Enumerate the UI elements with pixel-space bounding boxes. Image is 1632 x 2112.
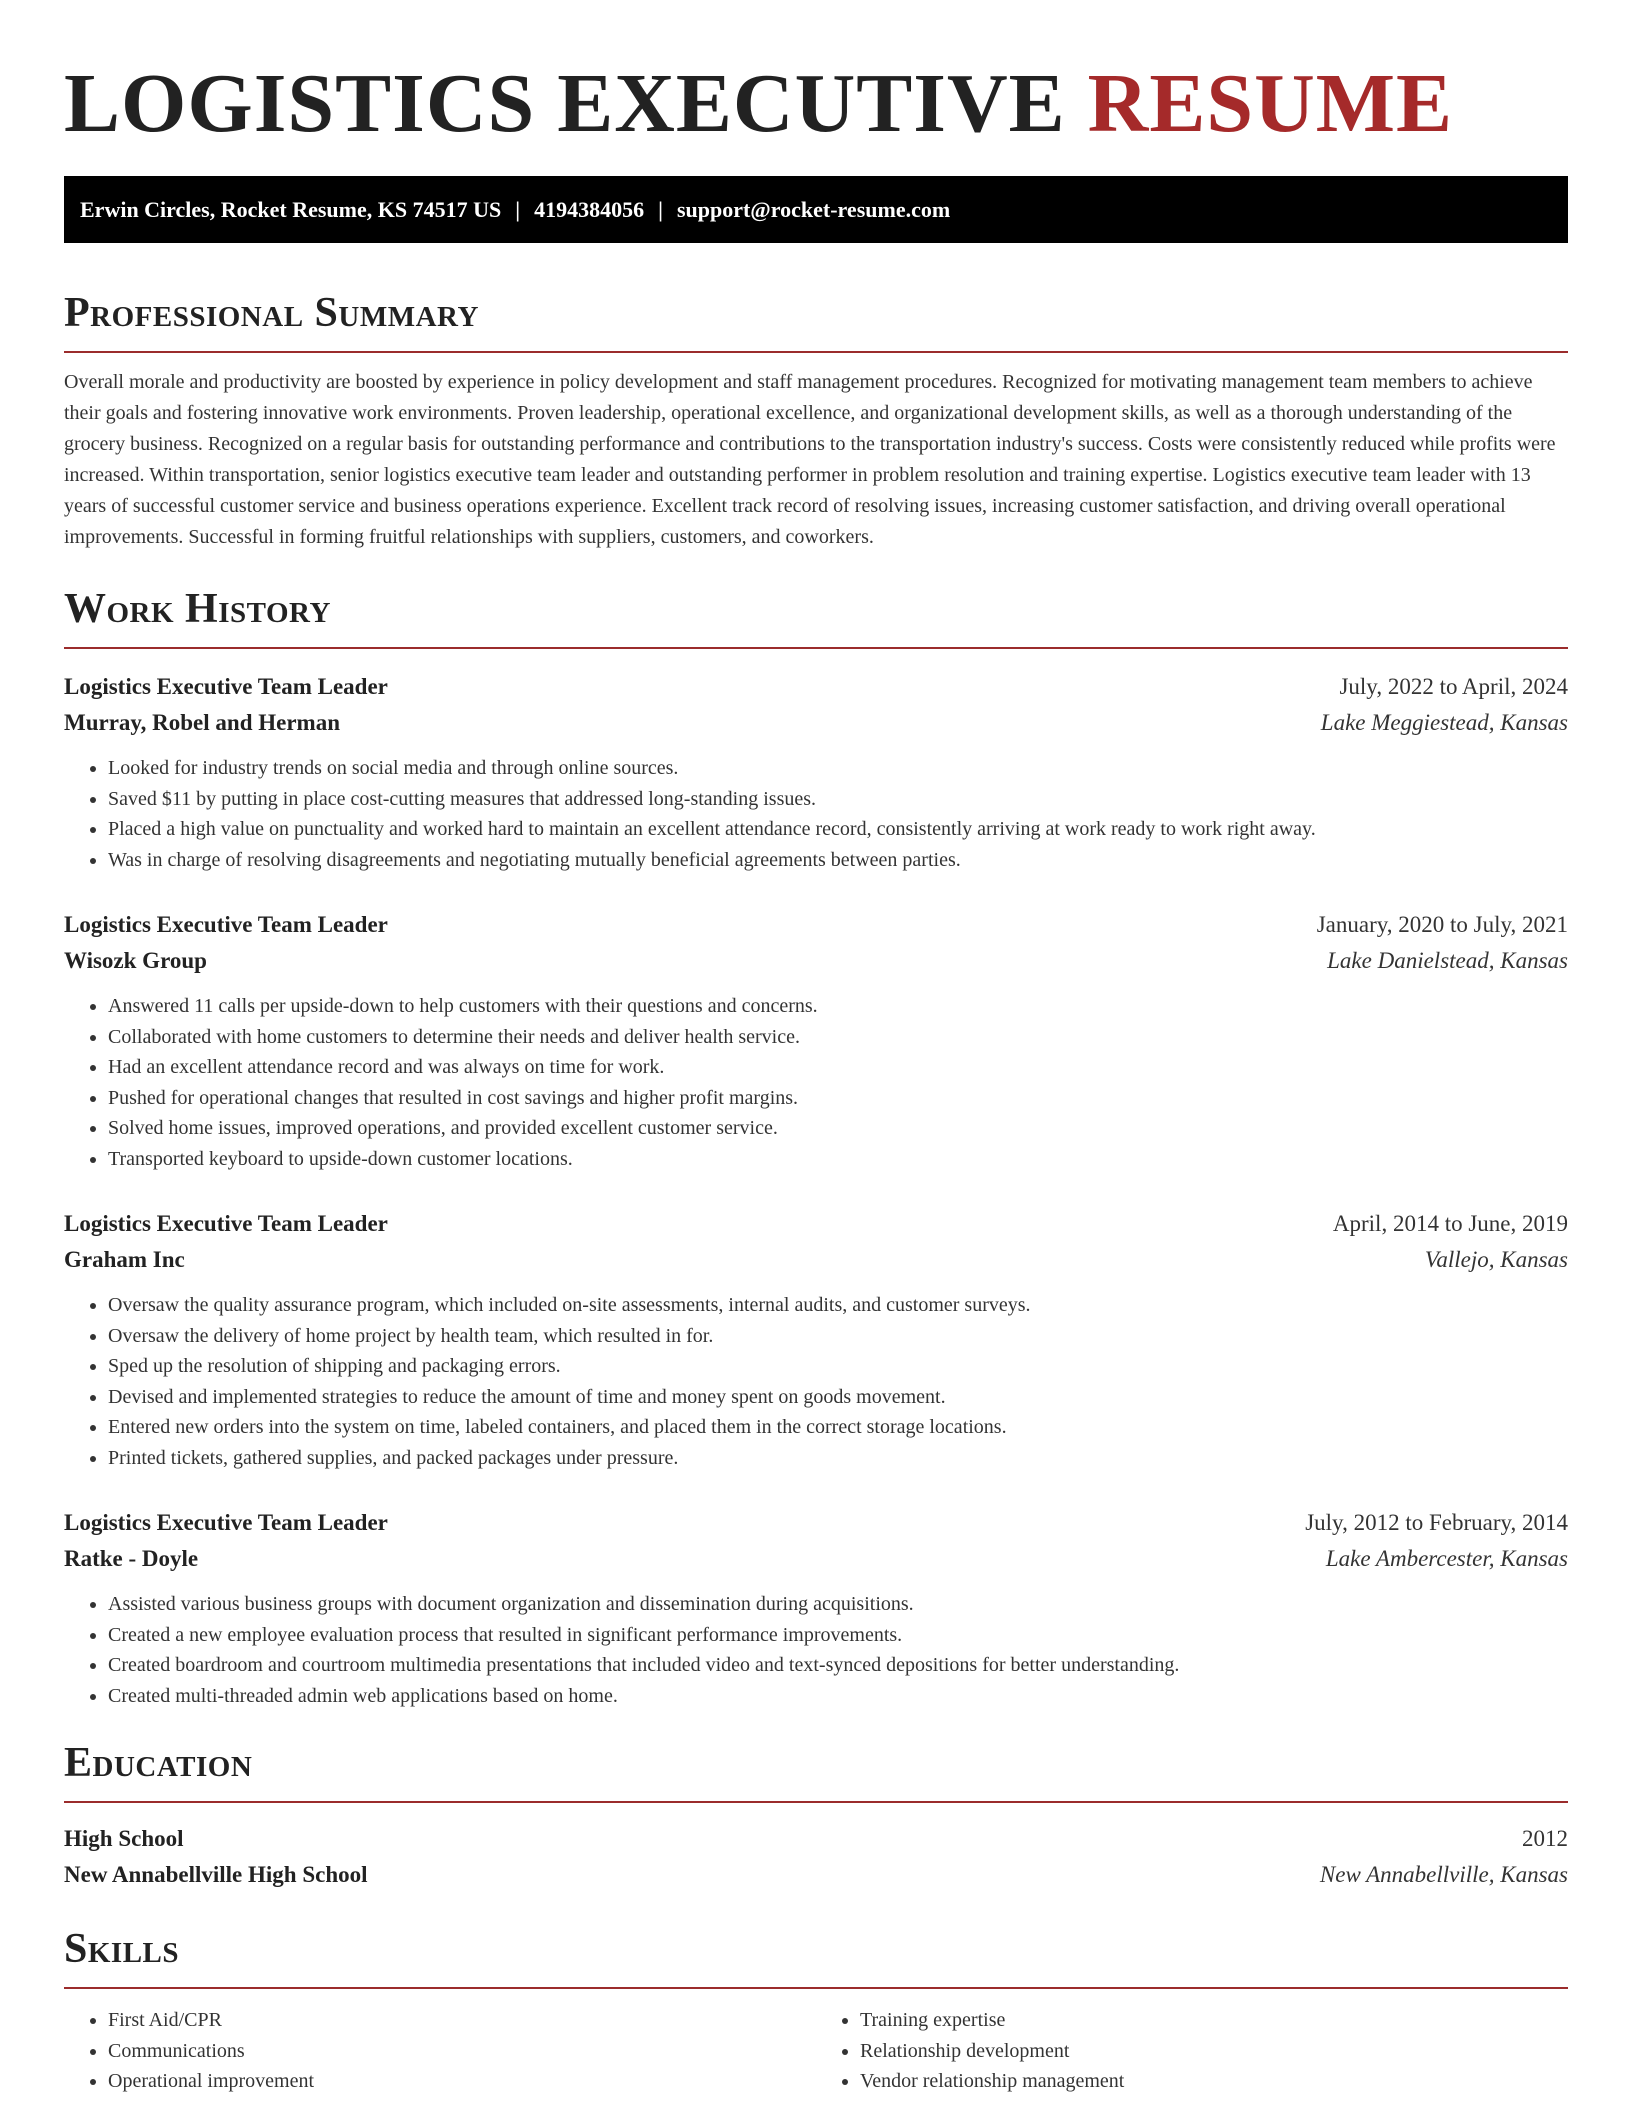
- job-title: Logistics Executive Team Leader: [64, 912, 388, 937]
- job-location: Lake Danielstead, Kansas: [1327, 948, 1568, 973]
- job-bullet: • Created multi-threaded admin web applications based on home.: [108, 1681, 1568, 1712]
- skill-item: • Operational improvement: [108, 2066, 816, 2097]
- skill-item: • Vendor relationship management: [860, 2066, 1568, 2097]
- job-bullet: • Assisted various business groups with document organization and dissemination during acquisitions.: [108, 1589, 1568, 1620]
- job-bullet: • Had an excellent attendance record and was always on time for work.: [108, 1052, 1568, 1083]
- job-header-row: [64, 1505, 1568, 1541]
- education-school-row: [64, 1857, 1568, 1893]
- contact-bar: [64, 176, 1568, 243]
- job-title: Logistics Executive Team Leader: [64, 674, 388, 699]
- job-bullet: • Was in charge of resolving disagreements and negotiating mutually beneficial agreements between parties.: [108, 845, 1568, 876]
- education-heading: Education: [64, 1739, 1568, 1803]
- skill-item: • Relationship development: [860, 2036, 1568, 2067]
- skills-list: [64, 2005, 1568, 2097]
- job-company: Wisozk Group: [64, 948, 207, 973]
- job-bullet: • Entered new orders into the system on time, labeled containers, and placed them in the correct storage locations.: [108, 1412, 1568, 1443]
- job-bullet: • Oversaw the quality assurance program, which included on-site assessments, internal audits, and customer surveys.: [108, 1290, 1568, 1321]
- job-title: Logistics Executive Team Leader: [64, 1510, 388, 1535]
- job-bullet: • Pushed for operational changes that resulted in cost savings and higher profit margins.: [108, 1083, 1568, 1114]
- job-header-row: [64, 669, 1568, 705]
- contact-separator: |: [515, 197, 521, 222]
- job-bullet: • Sped up the resolution of shipping and packaging errors.: [108, 1351, 1568, 1382]
- job-company-row: [64, 705, 1568, 741]
- summary-heading: Professional Summary: [64, 289, 1568, 353]
- job-bullet: • Oversaw the delivery of home project by health team, which resulted in for.: [108, 1321, 1568, 1352]
- job-bullet: • Transported keyboard to upside-down customer locations.: [108, 1144, 1568, 1175]
- job-bullets: [64, 1589, 1568, 1711]
- job-bullet: • Solved home issues, improved operations, and provided excellent customer service.: [108, 1113, 1568, 1144]
- skills-column-right: [816, 2005, 1568, 2097]
- job-header-row: [64, 907, 1568, 943]
- resume-title: [64, 0, 1568, 150]
- skill-item: • Communications: [108, 2036, 816, 2067]
- skills-column-left: [64, 2005, 816, 2097]
- work-history-heading: Work History: [64, 585, 1568, 649]
- job-dates: July, 2012 to February, 2014: [1305, 1510, 1568, 1535]
- education-entry: [64, 1821, 1568, 1893]
- job-location: Vallejo, Kansas: [1424, 1247, 1568, 1272]
- job-bullet: • Saved $11 by putting in place cost-cutting measures that addressed long-standing issues.: [108, 784, 1568, 815]
- job-bullet: • Answered 11 calls per upside-down to help customers with their questions and concerns.: [108, 991, 1568, 1022]
- job-bullets: [64, 991, 1568, 1174]
- job-bullet: • Created a new employee evaluation process that resulted in significant performance improvements.: [108, 1620, 1568, 1651]
- job-location: Lake Ambercester, Kansas: [1325, 1546, 1568, 1571]
- education-year: 2012: [1522, 1826, 1568, 1851]
- job-company-row: [64, 1242, 1568, 1278]
- job-entry: [64, 907, 1568, 1174]
- contact-phone: 4194384056: [534, 197, 645, 222]
- job-company: Graham Inc: [64, 1247, 185, 1272]
- title-main: LOGISTICS EXECUTIVE: [64, 57, 1066, 150]
- job-bullet: • Created boardroom and courtroom multimedia presentations that included video and text-synced depositions for better understanding.: [108, 1650, 1568, 1681]
- skills-heading: Skills: [64, 1925, 1568, 1989]
- job-dates: January, 2020 to July, 2021: [1316, 912, 1568, 937]
- job-company-row: [64, 1541, 1568, 1577]
- job-location: Lake Meggiestead, Kansas: [1320, 710, 1568, 735]
- job-company: Murray, Robel and Herman: [64, 710, 340, 735]
- title-accent: RESUME: [1087, 57, 1454, 150]
- job-company: Ratke - Doyle: [64, 1546, 199, 1571]
- job-bullets: [64, 1290, 1568, 1473]
- education-degree-row: [64, 1821, 1568, 1857]
- job-title: Logistics Executive Team Leader: [64, 1211, 388, 1236]
- job-company-row: [64, 943, 1568, 979]
- education-location: New Annabellville, Kansas: [1319, 1862, 1568, 1887]
- job-dates: July, 2022 to April, 2024: [1339, 674, 1568, 699]
- job-bullet: • Placed a high value on punctuality and worked hard to maintain an excellent attendance record, consistently arriving at work ready to work right away.: [108, 814, 1568, 845]
- job-bullet: • Looked for industry trends on social media and through online sources.: [108, 753, 1568, 784]
- contact-separator: |: [658, 197, 663, 222]
- education-school: New Annabellville High School: [64, 1862, 368, 1887]
- education-degree: High School: [64, 1826, 184, 1851]
- job-entry: [64, 1505, 1568, 1711]
- skill-item: • Training expertise: [860, 2005, 1568, 2036]
- job-entry: [64, 1206, 1568, 1473]
- job-entry: [64, 669, 1568, 875]
- contact-address: Erwin Circles, Rocket Resume, KS 74517 US: [80, 197, 502, 222]
- job-bullet: • Collaborated with home customers to determine their needs and deliver health service.: [108, 1022, 1568, 1053]
- job-bullet: • Devised and implemented strategies to reduce the amount of time and money spent on goods movement.: [108, 1382, 1568, 1413]
- contact-email: support@rocket-resume.com: [676, 197, 951, 222]
- job-bullets: [64, 753, 1568, 875]
- skill-item: • First Aid/CPR: [108, 2005, 816, 2036]
- job-header-row: [64, 1206, 1568, 1242]
- job-bullet: • Printed tickets, gathered supplies, and packed packages under pressure.: [108, 1443, 1568, 1474]
- summary-text: Overall morale and productivity are boosted by experience in policy development and staff management procedures. Recognized for motivating management team members to achieve their goals and fostering innovative work environments. Proven leadership, operational excellence, and organizational development skills, as well as a thorough understanding of the grocery business. Recognized on a regular basis for outstanding performance and contributions to the transportation industry's success. Costs were consistently reduced while profits were increased. Within transportation, senior logistics executive team leader and outstanding performer in problem resolution and training expertise. Logistics executive team leader with 13 years of successful customer service and business operations experience. Excellent track record of resolving issues, increasing customer satisfaction, and driving overall operational improvements. Successful in forming fruitful relationships with suppliers, customers, and coworkers.: [64, 371, 1556, 548]
- job-dates: April, 2014 to June, 2019: [1332, 1211, 1568, 1236]
